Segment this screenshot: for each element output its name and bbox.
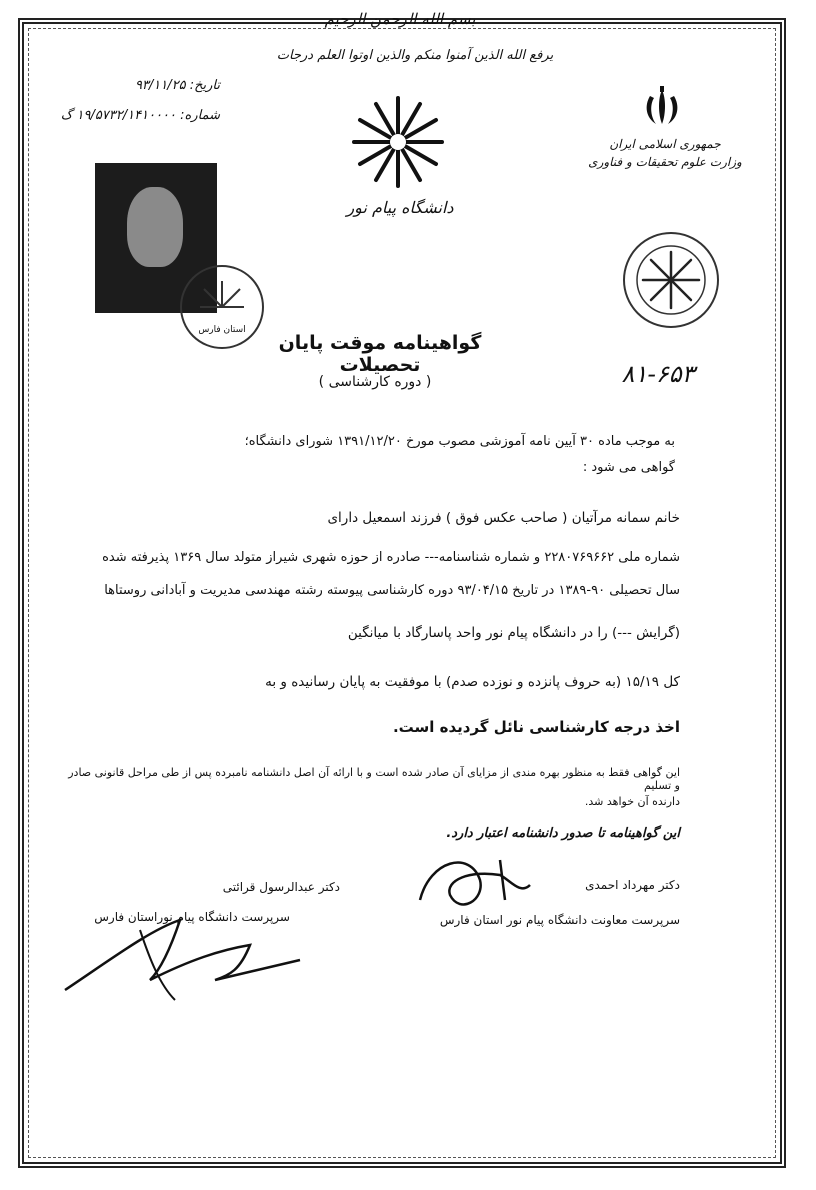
year-line: سال تحصیلی ۹۰-۱۳۸۹ در تاریخ ۹۳/۰۴/۱۵ دوره کارشناسی پیوسته رشته مهندسی مدیریت و آبادانی روستاها [104, 583, 680, 598]
validity-line: این گواهینامه تا صدور دانشنامه اعتبار دارد. [446, 826, 680, 841]
document-subtitle: ( دوره کارشناسی ) [318, 374, 432, 390]
degree-line: اخذ درجه کارشناسی نائل گردیده است. [392, 718, 680, 736]
date-label: تاریخ: [189, 78, 220, 93]
ministry-name: وزارت علوم تحقیقات و فناوری [588, 155, 742, 169]
left-signatory-name: دکتر عبدالرسول قرائتی [222, 880, 340, 894]
intro-line: به موجب ماده ۳۰ آیین نامه آموزشی مصوب مورخ ۱۳۹۱/۱۲/۲۰ شورای دانشگاه؛ [244, 434, 675, 449]
id-line: شماره ملی ۲۲۸۰۷۶۹۶۶۲ و شماره شناسنامه--- صادره از حوزه شهری شیراز متولد سال ۱۳۶۹ پذیرفته شده [102, 550, 680, 565]
photo-face [127, 187, 183, 267]
grade-line: کل ۱۵/۱۹ (به حروف پانزده و نوزده صدم) با موفقیت به پایان رسانیده و به [265, 674, 680, 690]
stamp-text: استان فارس [198, 325, 246, 335]
handwritten-code: ۸۱-۶۵۳ [621, 360, 695, 388]
republic-name: جمهوری اسلامی ایران [609, 137, 721, 151]
name-line: خانم سمانه مرآتیان ( صاحب عکس فوق ) فرزند اسمعیل دارای [327, 510, 680, 526]
university-name: دانشگاه پیام نور [346, 198, 454, 217]
number-line [60, 108, 220, 123]
right-signatory-role: سرپرست معاونت دانشگاه پیام نور استان فارس [439, 913, 680, 927]
right-signatory-name: دکتر مهرداد احمدی [585, 878, 680, 892]
university-seal-icon [623, 232, 719, 328]
note-line-2: دارنده آن خواهد شد. [584, 795, 680, 808]
major-line: (گرایش ---) را در دانشگاه پیام نور واحد پاسارگاد با میانگین [347, 625, 680, 641]
note-line-1: این گواهی فقط به منظور بهره مندی از مزایای آن صادر شده است و با ارائه آن اصل دانشنامه نامبرده پس از طی مراحل قانونی صادر و تسلیم [68, 766, 680, 792]
iran-emblem-icon [640, 86, 684, 130]
document-title: گواهینامه موقت پایان تحصیلات [278, 332, 482, 376]
number-value: ۱۹/۵۷۳۲/۱۴۱۰۰۰۰ گ [60, 108, 177, 123]
left-signatory-role: سرپرست دانشگاه پیام نوراستان فارس [94, 910, 290, 924]
pnu-logo-icon [348, 92, 448, 192]
quran-verse: یرفع الله الذین آمنوا منکم والذین اوتوا العلم درجات [276, 48, 554, 63]
ministry-block [580, 135, 750, 171]
certify-line: گواهی می شود : [582, 460, 675, 475]
number-label: شماره: [180, 108, 220, 123]
date-line [60, 78, 220, 93]
bismillah: بسم الله الرحمن الرحیم [324, 10, 476, 28]
date-value: ۹۳/۱۱/۲۵ [134, 78, 186, 93]
